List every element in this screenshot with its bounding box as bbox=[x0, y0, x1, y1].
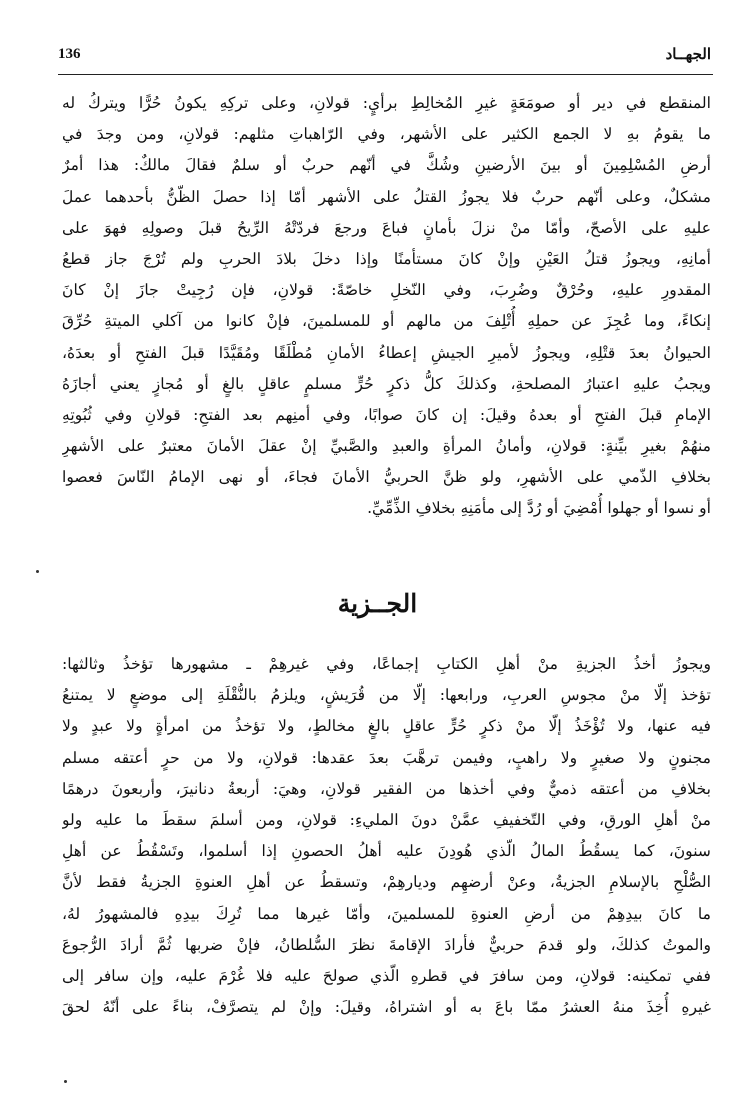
text-line: ويجوزُ أخذُ الجزيةِ منْ أهلِ الكتابِ إجماعًا، وفي غيرهِمْ ـ مشهورها تؤخذُ وثالثها: bbox=[62, 655, 711, 673]
text-line: منْ أهلِ الورقِ، وفي التّخفيفِ عمَّنْ دونَ المليءِ: قولانِ، ومن أسلمَ سقطَ ما عليه ولو bbox=[62, 810, 711, 829]
text-line: ففي تمكينه: قولانِ، ومن سافرَ في قطرهِ الّذي صولحَ عليه فلا غُرْمَ عليه، وإن سافر إلى bbox=[62, 966, 711, 985]
text-line: إنكاءً، وما عُجِزَ عن حملِهِ أُتْلِفَ من مالهم أو للمسلمينَ، فإنْ كانوا من آكلي الميتةِ حُرِّقَ bbox=[62, 312, 711, 331]
stray-dot bbox=[36, 570, 39, 573]
text-line: المقدورِ عليهِ، وحُرْقٌ وضُرِبَ، وفي النّخلِ خاصّةً: قولانِ، فإن رُجِيتْ جازَ إنْ كانَ bbox=[62, 281, 711, 300]
text-line: عليهِ على الأصحّ، وأمّا منْ نزلَ بأمانٍ فباعَ ورجعَ فردّتْهُ الرِّيحُ قبلَ وصولِهِ فهوَ على bbox=[62, 218, 711, 237]
text-line: فيه عنها، ولا تُؤْخَذُ إلّا منْ ذكرٍ حُرٍّ عاقلٍ بالغٍ مخالطٍ، ولا تؤخذُ من امرأةٍ ولا عبدٍ ولا bbox=[62, 717, 711, 736]
text-line: مشكلٌ، وعلى أنّهم حربٌ فلا يجوزُ القتلُ على الأشهر أمّا إذا حصلَ الظّنُّ بأحدهما عملَ bbox=[62, 187, 711, 206]
text-line: والموتُ كذلكَ، ولو قدمَ حربيٌّ فأرادَ الإقامةَ نظرَ السُّلطانُ، فإنْ ضربها ثُمَّ أرادَ الرُّجوعَ bbox=[62, 935, 711, 954]
text-line: سنونَ، كما يسقُطُ المالُ الّذي هُودِنَ عليه أهلُ الحصونِ إذا أسلموا، وتَسْقُطُ عن أهلِ bbox=[62, 842, 711, 861]
paragraph-2 bbox=[62, 649, 711, 1023]
text-line: أو نسوا أو جهلوا أُمْضِيَ أو رُدَّ إلى مأمَنِهِ بخلافِ الذِّمِّيِّ. bbox=[367, 499, 711, 518]
page-number: 136 bbox=[58, 46, 81, 62]
stray-dot bbox=[64, 1080, 67, 1083]
text-line: تؤخذ إلّا منْ مجوسِ العربِ، ورابعها: إلّا من قُرَيشٍ، ويلزمُ بالنُّقْلَةِ إلى موضعٍ لا يمتنعُ bbox=[62, 686, 711, 705]
text-line: مجنونٍ ولا صغيرٍ ولا راهبٍ، وفيمن ترهَّبَ بعدَ عقدها: قولانِ، ولا من حرٍ أعتقه مسلم bbox=[62, 748, 711, 767]
text-line: ويجبُ عليهِ اعتبارُ المصلحةِ، وكذلكَ كلُّ ذكرٍ حُرٍّ مسلمٍ عاقلٍ بالغٍ أو مُجازٍ يعني أجازَهُ bbox=[62, 374, 711, 393]
text-line: منهُمْ بغيرِ بيِّنةٍ: قولانِ، وأمانُ المرأةِ والعبدِ والصَّبيِّ إنْ عقلَ الأمانَ معتبرٌ على الأشهرِ bbox=[62, 437, 711, 456]
text-line: أمانِهِ، ويجوزُ قتلُ العَيْنِ وإنْ كانَ مستأمنًا وإذا دخلَ بلادَ الحربِ ولم تُرْجَ جاز قطعُ bbox=[62, 249, 711, 268]
page-header bbox=[58, 40, 713, 75]
text-line: الحيوانُ بعدَ قتْلِهِ، ويجوزُ لأميرِ الجيشِ إعطاءُ الأمانِ مُطْلَقًا ومُقَيَّدًا قبلَ الفتحِ أو بعدَهُ، bbox=[62, 343, 711, 362]
text-line: الإمامِ قبلَ الفتحِ أو بعدهُ وقيلَ: إن كانَ صوابًا، وفي أمنِهم بعد الفتحِ: قولانِ وفي ثُبُوتِهِ bbox=[62, 405, 711, 424]
text-line: المنقطع في دير أو صومَعَةٍ غيرِ المُخالِطِ برأيٍ: قولانِ، وعلى تركِهِ يكونُ حُرًّا ويتركُ له bbox=[62, 94, 711, 112]
text-line: ما كانَ بيدِهِمْ من أرضِ العنوةِ للمسلمينَ، وأمّا غيرها مما تُرِكَ بيدِهِ فالمشهورُ لهُ، bbox=[62, 904, 711, 923]
running-head: الجهــاد bbox=[665, 45, 711, 63]
text-line: بخلافِ الذّمي على الأشهرِ، ولو ظنَّ الحربيُّ الأمانَ فجاءَ، أو نهى الإمامُ النّاسَ فعصوا bbox=[62, 468, 711, 487]
text-line: غيرهِ أُخِذَ منهُ العشرُ ممّا باعَ به أو اشتراهُ، وقيلَ: وإنْ لم يتصرَّفْ، بناءً على أنّهُ لحقَ bbox=[62, 998, 711, 1017]
text-line: أرضِ المُسْلِمِينَ أو بينَ الأرضينِ وشُكَّ في أنّهم حربٌ أو سلمٌ فقالَ مالكٌ: هذا أمرٌ bbox=[62, 156, 711, 175]
section-title: الجــزية bbox=[337, 589, 418, 618]
text-line: ما يقومُ بهِ لا الجمع الكثير على الأشهر، وفي الرّاهباتِ مثلهم: قولانِ، ومن وجدَ في bbox=[62, 125, 711, 144]
text-line: الصُّلْحِ بالإسلامِ الجزيةُ، وعنْ أرضهِم وديارهِمْ، وتسقطُ عن أهلِ العنوةِ الجزيةُ فقط لأنَّ bbox=[62, 873, 711, 892]
text-line: بخلافِ من أعتقه ذميٌّ وفي أخذها من الفقير قولانِ، وهيَ: أربعةُ دنانيرَ، وأربعونَ درهمًا bbox=[62, 779, 711, 798]
paragraph-1 bbox=[62, 88, 711, 525]
